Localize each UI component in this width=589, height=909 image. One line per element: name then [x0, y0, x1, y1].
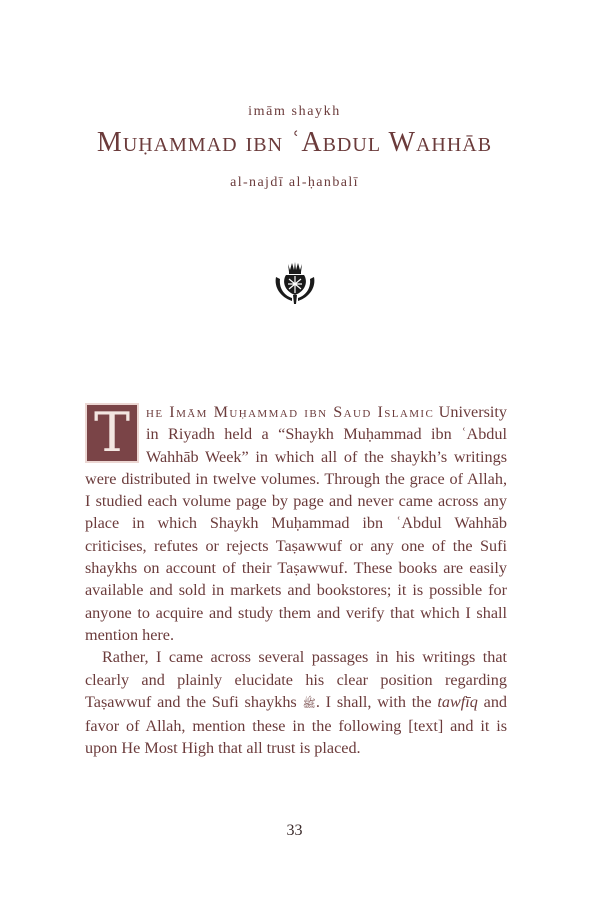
body-text — [85, 401, 507, 760]
paragraph-2 — [85, 646, 507, 759]
paragraph-2-part3: and favor of Allah, mention these in the following [text] and it is upon He Most High that all trust is placed. — [85, 692, 508, 758]
paragraph-1-body: University in Riyadh held a “Shaykh Muḥammad ibn ʿAbdul Wahhāb Week” in which all of the shaykh’s writings were distributed in twelve volumes. Through the grace of Allah, I studied each volume page by page and never came across any place in which Shaykh Muḥammad ibn ʿAbdul Wahhāb criticises, refutes or rejects Taṣawwuf or any one of the Sufi shaykhs on account of their Taṣawwuf. These books are easily available and sold in markets and bookstores; it is possible for anyone to acquire and study them and verify that which I shall mention here. — [85, 403, 507, 644]
paragraph-1 — [85, 401, 507, 646]
italic-term: tawfīq — [437, 692, 478, 711]
drop-cap-letter: T — [93, 403, 131, 463]
author-honorific: imām shaykh — [248, 104, 341, 119]
paragraph-2-part1: Rather, I came across several passages in his writings that clearly and plainly elucidate his clear position regarding Taṣawwuf and the Sufi shaykhs — [85, 648, 507, 711]
chapter-title: Muḥammad ibn ʿAbdul Wahhāb — [96, 127, 493, 158]
author-nisba: al-najdī al-ḥanbalī — [230, 175, 359, 190]
drop-cap — [85, 403, 139, 463]
honorific-glyph: ﷺ — [302, 697, 316, 710]
page-number: 33 — [286, 822, 303, 839]
paragraph-2-part2: . I shall, with the — [315, 692, 432, 711]
paragraph-1-lead: he Imām Muḥammad ibn Saud Islamic — [146, 403, 435, 421]
thistle-emblem-icon — [272, 261, 318, 305]
